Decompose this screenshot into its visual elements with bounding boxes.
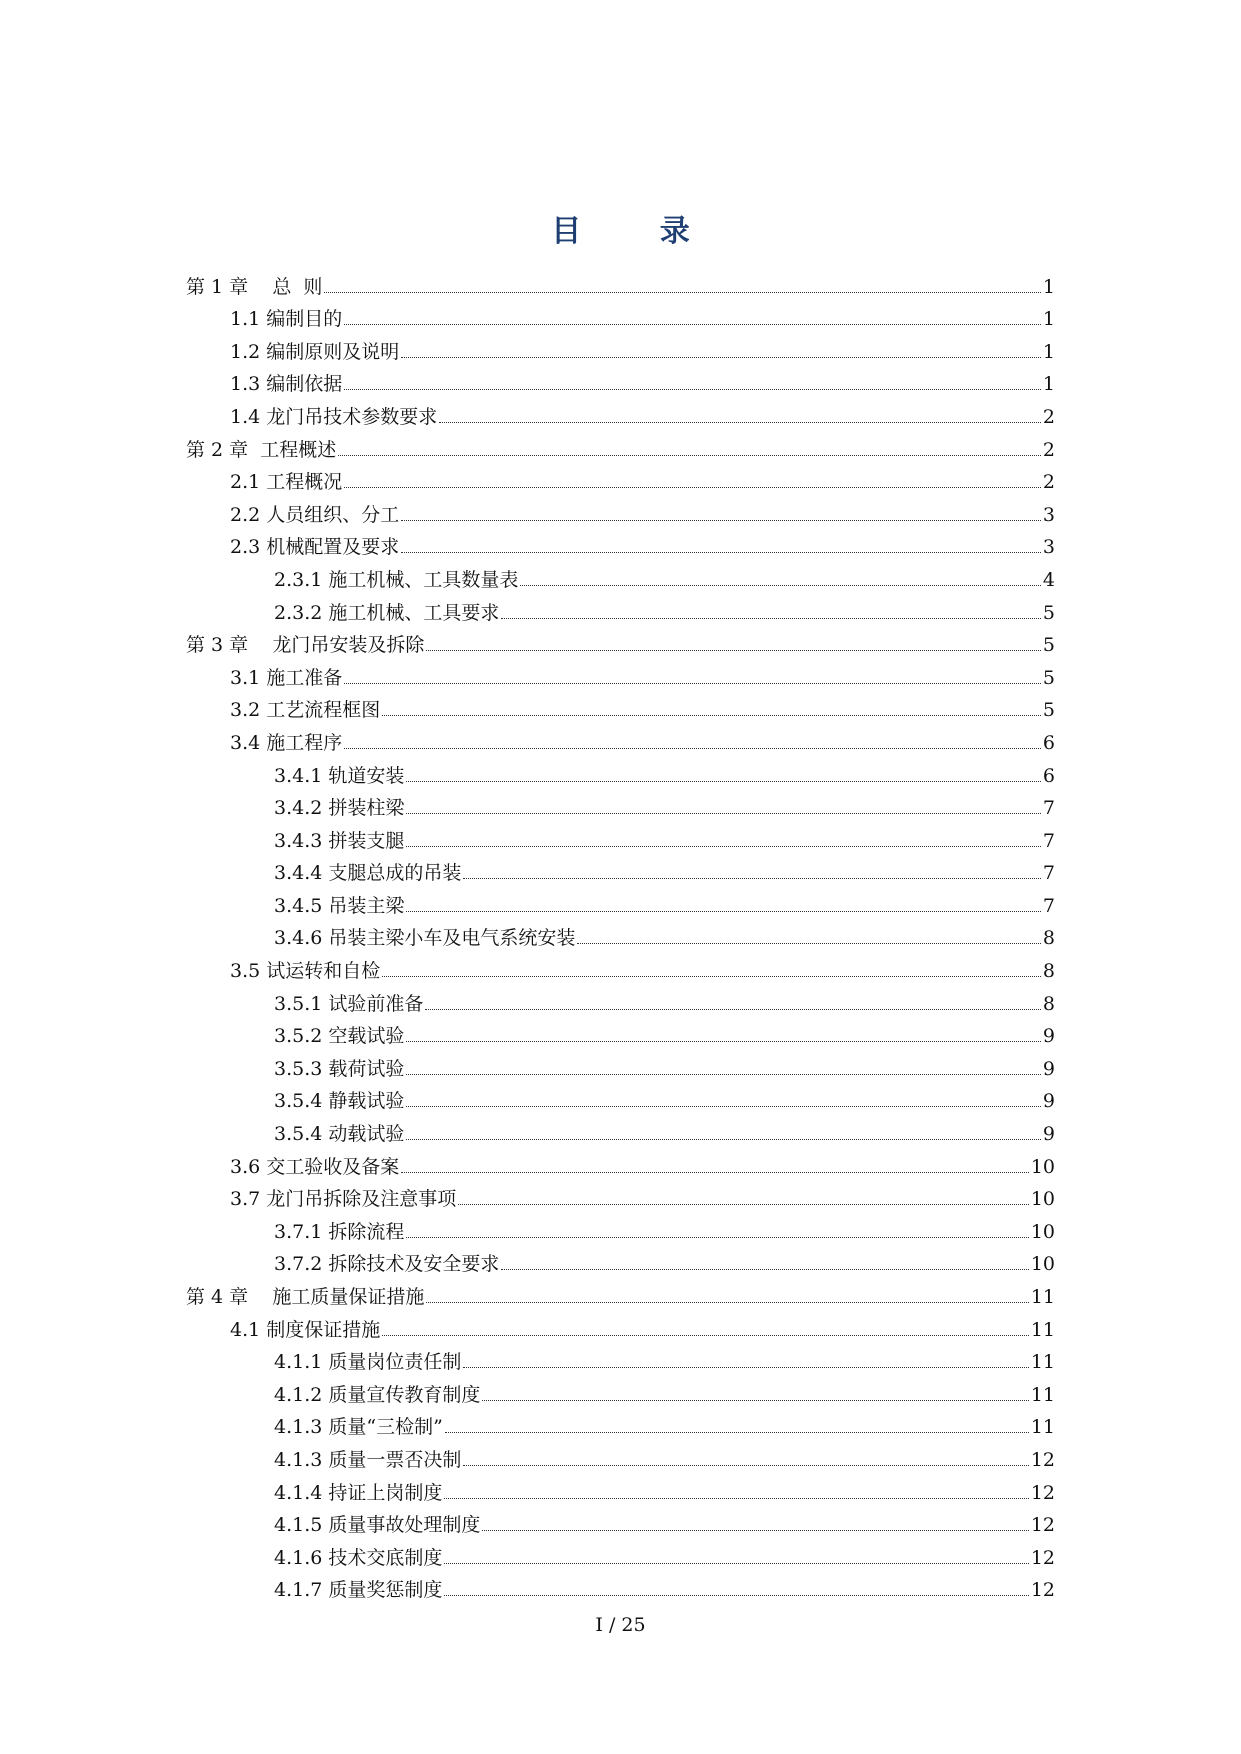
toc-entry-label: 1.1 编制目的 [230, 308, 343, 331]
toc-dot-leader [406, 846, 1041, 847]
toc-entry-label: 3.1 施工准备 [230, 666, 343, 689]
toc-entry[interactable] [186, 266, 1055, 299]
toc-dot-leader [577, 943, 1041, 944]
toc-entry-page: 8 [1042, 927, 1055, 950]
toc-title: 目 录 [551, 214, 724, 249]
toc-dot-leader [344, 389, 1041, 390]
toc-entry[interactable] [186, 657, 1055, 690]
toc-entry-page: 1 [1042, 373, 1055, 396]
toc-dot-leader [445, 1432, 1029, 1433]
toc-entry[interactable] [186, 559, 1055, 592]
toc-dot-leader [463, 1465, 1028, 1466]
toc-entry[interactable] [186, 364, 1055, 397]
toc-entry-page: 9 [1042, 1057, 1055, 1080]
toc-entry[interactable] [186, 1113, 1055, 1146]
toc-entry-page: 2 [1042, 438, 1055, 461]
toc-entry-page: 1 [1042, 275, 1055, 298]
toc-entry-page: 7 [1042, 894, 1055, 917]
toc-entry[interactable] [186, 1505, 1055, 1538]
toc-entry-page: 12 [1030, 1448, 1055, 1471]
toc-entry-label: 3.5.4 静载试验 [274, 1090, 405, 1113]
toc-entry-label: 3.4 施工程序 [230, 731, 343, 754]
toc-entry[interactable] [186, 1146, 1055, 1179]
toc-dot-leader [406, 813, 1041, 814]
toc-entry[interactable] [186, 722, 1055, 755]
toc-entry[interactable] [186, 853, 1055, 886]
toc-dot-leader [382, 715, 1041, 716]
toc-entry[interactable] [186, 299, 1055, 332]
toc-entry[interactable] [186, 950, 1055, 983]
toc-entry-label: 4.1 制度保证措施 [230, 1318, 381, 1341]
toc-dot-leader [382, 976, 1041, 977]
toc-entry[interactable] [186, 625, 1055, 658]
toc-dot-leader [344, 324, 1041, 325]
toc-entry-page: 9 [1042, 1025, 1055, 1048]
toc-entry-label: 3.4.5 吊装主梁 [274, 894, 405, 917]
toc-entry-label: 4.1.7 质量奖惩制度 [274, 1579, 443, 1602]
toc-entry-label: 3.5.3 载荷试验 [274, 1057, 405, 1080]
toc-entry[interactable] [186, 527, 1055, 560]
toc-dot-leader [382, 1335, 1029, 1336]
toc-entry-label: 第 3 章 龙门吊安装及拆除 [186, 634, 425, 657]
toc-dot-leader [406, 1074, 1041, 1075]
toc-entry[interactable] [186, 690, 1055, 723]
toc-dot-leader [444, 1595, 1028, 1596]
toc-entry-label: 3.7.2 拆除技术及安全要求 [274, 1253, 500, 1276]
toc-entry-label: 3.5.2 空载试验 [274, 1025, 405, 1048]
toc-entry-label: 3.7 龙门吊拆除及注意事项 [230, 1188, 457, 1211]
toc-dot-leader [426, 1302, 1028, 1303]
toc-entry-page: 8 [1042, 992, 1055, 1015]
toc-entry-label: 第 4 章 施工质量保证措施 [186, 1286, 425, 1308]
toc-dot-leader [401, 520, 1041, 521]
toc-entry[interactable] [186, 1048, 1055, 1081]
toc-entry-page: 3 [1042, 536, 1055, 559]
toc-dot-leader [344, 487, 1041, 488]
toc-dot-leader [458, 1204, 1029, 1205]
toc-entry-page: 6 [1042, 764, 1055, 787]
toc-dot-leader [401, 357, 1041, 358]
toc-entry[interactable] [186, 983, 1055, 1016]
toc-dot-leader [406, 1041, 1041, 1042]
toc-entry-label: 3.2 工艺流程框图 [230, 699, 381, 722]
toc-entry-page: 9 [1042, 1123, 1055, 1146]
toc-entry-page: 10 [1030, 1220, 1055, 1243]
toc-entry[interactable] [186, 396, 1055, 429]
toc-entry-label: 3.5 试运转和自检 [230, 960, 381, 983]
toc-entry-label: 4.1.2 质量宣传教育制度 [274, 1383, 481, 1406]
toc-entry-label: 1.4 龙门吊技术参数要求 [230, 405, 438, 428]
table-of-contents [186, 266, 1055, 1602]
toc-entry[interactable] [186, 1309, 1055, 1342]
toc-entry-label: 3.4.6 吊装主梁小车及电气系统安装 [274, 927, 576, 950]
toc-entry[interactable] [186, 918, 1055, 951]
toc-entry[interactable] [186, 755, 1055, 788]
toc-entry-label: 4.1.3 质量一票否决制 [274, 1448, 462, 1471]
toc-entry-label: 3.5.1 试验前准备 [274, 992, 424, 1015]
toc-entry-page: 5 [1042, 699, 1055, 722]
toc-dot-leader [444, 1563, 1028, 1564]
toc-entry-page: 10 [1030, 1188, 1055, 1211]
toc-entry-page: 11 [1030, 1318, 1055, 1341]
toc-entry[interactable] [186, 1081, 1055, 1114]
toc-entry-label: 4.1.4 持证上岗制度 [274, 1481, 443, 1504]
toc-entry-page: 7 [1042, 797, 1055, 820]
toc-entry-label: 2.1 工程概况 [230, 471, 343, 494]
toc-entry[interactable] [186, 1374, 1055, 1407]
toc-entry-label: 2.3 机械配置及要求 [230, 536, 400, 559]
toc-entry[interactable] [186, 885, 1055, 918]
toc-entry-label: 3.5.4 动载试验 [274, 1123, 405, 1146]
toc-entry[interactable] [186, 1016, 1055, 1049]
toc-entry-label: 第 1 章 总 则 [186, 275, 323, 298]
toc-entry-page: 5 [1042, 666, 1055, 689]
toc-entry[interactable] [186, 429, 1055, 462]
toc-entry[interactable] [186, 1439, 1055, 1472]
toc-entry-label: 4.1.1 质量岗位责任制 [274, 1351, 462, 1374]
toc-dot-leader [344, 748, 1041, 749]
toc-entry-page: 10 [1030, 1253, 1055, 1276]
toc-entry-page: 7 [1042, 862, 1055, 885]
toc-dot-leader [406, 1106, 1041, 1107]
toc-dot-leader [482, 1400, 1028, 1401]
toc-entry-page: 6 [1042, 731, 1055, 754]
toc-entry-page: 11 [1030, 1286, 1055, 1308]
toc-entry-label: 1.2 编制原则及说明 [230, 340, 400, 363]
toc-dot-leader [425, 1009, 1041, 1010]
toc-entry[interactable] [186, 331, 1055, 364]
toc-entry-page: 12 [1030, 1481, 1055, 1504]
toc-entry-label: 3.4.2 拼装柱梁 [274, 797, 405, 820]
toc-entry-page: 11 [1030, 1351, 1055, 1374]
toc-entry[interactable] [186, 1244, 1055, 1277]
toc-entry-page: 7 [1042, 829, 1055, 852]
toc-dot-leader [482, 1530, 1028, 1531]
toc-entry-label: 3.6 交工验收及备案 [230, 1155, 400, 1178]
toc-entry-label: 第 2 章 工程概述 [186, 438, 337, 461]
toc-entry[interactable] [186, 462, 1055, 495]
toc-entry[interactable] [186, 1570, 1055, 1603]
toc-entry-page: 10 [1030, 1155, 1055, 1178]
toc-entry[interactable] [186, 788, 1055, 821]
toc-entry-page: 4 [1042, 568, 1055, 591]
toc-dot-leader [401, 552, 1041, 553]
toc-entry[interactable] [186, 1407, 1055, 1440]
toc-entry[interactable] [186, 1342, 1055, 1375]
toc-dot-leader [406, 781, 1041, 782]
toc-entry-label: 3.7.1 拆除流程 [274, 1220, 405, 1243]
toc-dot-leader [520, 585, 1041, 586]
toc-dot-leader [406, 1237, 1028, 1238]
toc-entry-page: 8 [1042, 960, 1055, 983]
toc-dot-leader [406, 911, 1041, 912]
toc-entry-label: 3.4.1 轨道安装 [274, 764, 405, 787]
toc-entry-label: 3.4.3 拼装支腿 [274, 829, 405, 852]
toc-entry-page: 3 [1042, 503, 1055, 526]
toc-dot-leader [338, 455, 1041, 456]
toc-entry-label: 4.1.6 技术交底制度 [274, 1546, 443, 1569]
toc-entry-page: 1 [1042, 308, 1055, 331]
toc-entry[interactable] [186, 820, 1055, 853]
toc-entry-page: 5 [1042, 634, 1055, 657]
toc-dot-leader [444, 1498, 1028, 1499]
toc-entry[interactable] [186, 1537, 1055, 1570]
toc-entry-label: 2.2 人员组织、分工 [230, 503, 400, 526]
toc-dot-leader [426, 650, 1041, 651]
toc-entry[interactable] [186, 1276, 1055, 1309]
toc-entry-page: 9 [1042, 1090, 1055, 1113]
toc-entry-label: 4.1.3 质量“三检制” [274, 1416, 443, 1439]
toc-entry[interactable] [186, 1472, 1055, 1505]
toc-entry[interactable] [186, 494, 1055, 527]
toc-dot-leader [501, 618, 1041, 619]
toc-entry-page: 11 [1030, 1416, 1055, 1439]
toc-dot-leader [501, 1269, 1028, 1270]
toc-dot-leader [401, 1172, 1029, 1173]
toc-entry-label: 3.4.4 支腿总成的吊装 [274, 862, 462, 885]
page-number-footer: I / 25 [595, 1614, 646, 1636]
toc-entry-page: 11 [1030, 1383, 1055, 1406]
toc-entry-label: 2.3.1 施工机械、工具数量表 [274, 568, 519, 591]
toc-dot-leader [463, 878, 1041, 879]
toc-entry-page: 12 [1030, 1579, 1055, 1602]
toc-entry[interactable] [186, 592, 1055, 625]
toc-entry-label: 2.3.2 施工机械、工具要求 [274, 601, 500, 624]
toc-entry-page: 1 [1042, 340, 1055, 363]
toc-entry-label: 1.3 编制依据 [230, 373, 343, 396]
toc-dot-leader [463, 1367, 1028, 1368]
toc-dot-leader [406, 1139, 1041, 1140]
toc-entry-label: 4.1.5 质量事故处理制度 [274, 1514, 481, 1537]
toc-dot-leader [324, 292, 1041, 293]
toc-entry-page: 5 [1042, 601, 1055, 624]
toc-entry-page: 12 [1030, 1514, 1055, 1537]
toc-entry-page: 2 [1042, 471, 1055, 494]
toc-entry[interactable] [186, 1211, 1055, 1244]
toc-entry-page: 2 [1042, 405, 1055, 428]
toc-entry-page: 12 [1030, 1546, 1055, 1569]
toc-dot-leader [344, 683, 1041, 684]
toc-entry[interactable] [186, 1179, 1055, 1212]
toc-dot-leader [439, 422, 1041, 423]
